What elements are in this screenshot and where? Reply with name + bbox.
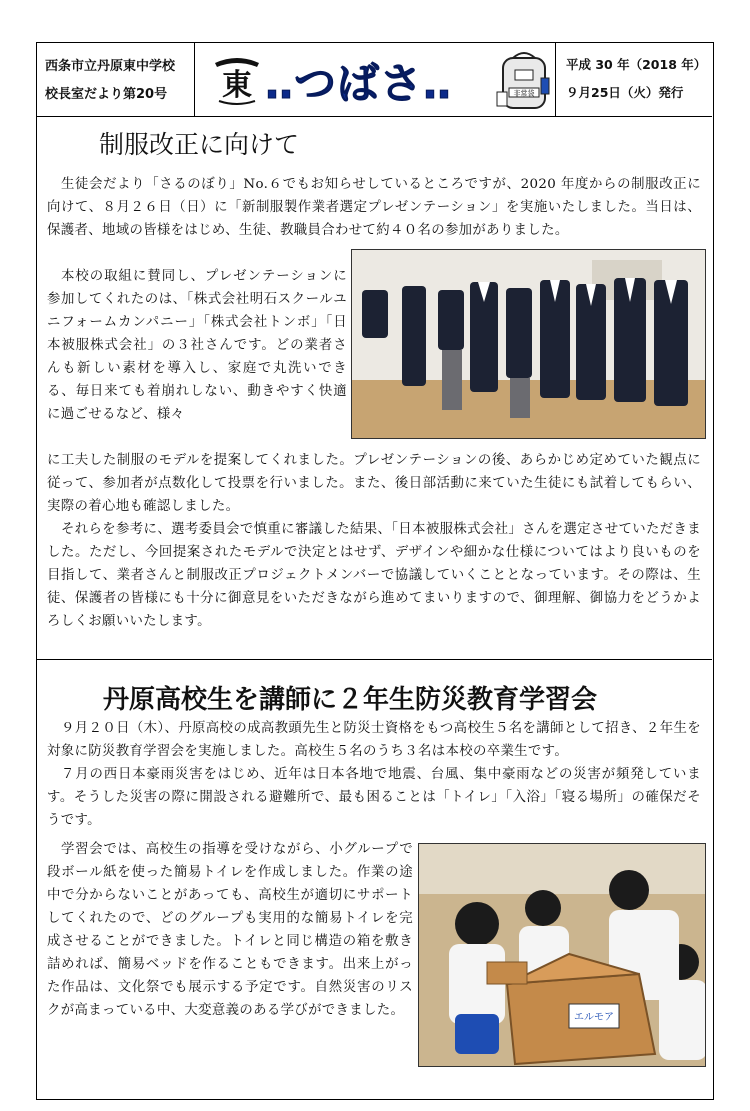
publication-date: ９月25日（火）発行 (566, 85, 684, 100)
section2-paragraph2: ７月の西日本豪雨災害をはじめ、近年は日本各地で地震、台風、集中豪雨などの災害が頻発しています。そうした災害の際に開設される避難所で、最も困ることは「トイレ」「入浴」「寝る場所」の確保だそうです。 (47, 767, 701, 828)
header-right (556, 43, 712, 116)
section1-paragraph3: それらを参考に、選考委員会で慎重に審議した結果、「日本被服株式会社」さんを選定させていただきました。ただし、今回提案されたモデルで決定とはせず、デザインや細かな仕様についてはより良いものを目指して、業者さんと制服改正プロジェクトメンバーで協議していくこととなっています。その際は、生徒、保護者の皆様にも十分に御意見をいただきながら進めてまいりますので、御理解、御協力をどうかよろしくお願いいたします。 (47, 522, 701, 629)
logo-kanji: 東 (222, 68, 252, 103)
students-cardboard-image (419, 844, 706, 1067)
school-name: 西条市立丹原東中学校 (45, 59, 176, 74)
uniform-photo (351, 249, 706, 439)
workshop-photo (418, 843, 706, 1067)
section2-paragraph1: ９月２０日（木）、丹原高校の成高教頭先生と防災士資格をもつ高校生５名を講師として招き、２年生を対象に防災教育学習会を実施しました。高校生５名のうち３名は本校の卒業生です。 (47, 721, 701, 759)
section1-title: 制服改正に向けて (99, 130, 300, 159)
school-crest-icon (213, 55, 261, 105)
section2-paragraph3-side: 学習会では、高校生の指導を受けながら、小グループで段ボール紙を使った簡易トイレを作成しました。作業の途中で分からないことがあっても、高校生が適切にサポートしてくれたので、どのグループも実用的な簡易トイレを完成させることができました。トイレと同じ構造の箱を敷き詰めれば、簡易ベッドを作ることもできます。出来上がった作品は、文化祭でも展示する予定です。自然災害のリスクが高まっている中、大変意義のある学びができました。 (47, 842, 413, 1018)
header (37, 43, 712, 117)
publication-year: 平成 30 年（2018 年） (566, 57, 707, 72)
newsletter-issue: 校長室だより第20号 (45, 87, 168, 102)
emergency-bag-icon (495, 48, 553, 114)
bag-label: 非常袋 (513, 89, 535, 98)
section1-paragraph2-side: 本校の取組に賛同し、プレゼンテーションに参加してくれたのは、「株式会社明石スクールユニフォームカンパニー」「株式会社トンボ」「日本被服株式会社」の３社さんです。どの業者さんも新しい素材を導入し、家庭で丸洗いできる、毎日来ても着崩れしない、動きやすく快適に過ごせるなど、様々 (47, 269, 347, 422)
newsletter-page (36, 42, 714, 1100)
section2-title: 丹原高校生を講師に２年生防災教育学習会 (103, 685, 598, 715)
section-divider (37, 659, 712, 660)
uniforms-display-image (352, 250, 706, 439)
header-logo (195, 43, 556, 116)
section1-paragraph1: 生徒会だより「さるのぼり」No.６でもお知らせしているところですが、2020 年度からの制服改正に向けて、８月２６日（日）に「新制服製作業者選定プレゼンテーション」を実施いたしました。当日は、保護者、地域の皆様をはじめ、生徒、教職員合わせて約４０名の参加がありました。 (47, 177, 701, 238)
section1-paragraph2-continued: に工夫した制服のモデルを提案してくれました。プレゼンテーションの後、あらかじめ定めていた観点に従って、参加者が点数化して投票を行いました。また、後日部活動に来ていた生徒にも試着してもらい、実際の着心地も確認しました。 (47, 453, 701, 514)
logo-title: ‥つばさ‥ (265, 59, 453, 108)
box-label: エルモア (574, 1012, 614, 1023)
header-left (37, 43, 195, 116)
